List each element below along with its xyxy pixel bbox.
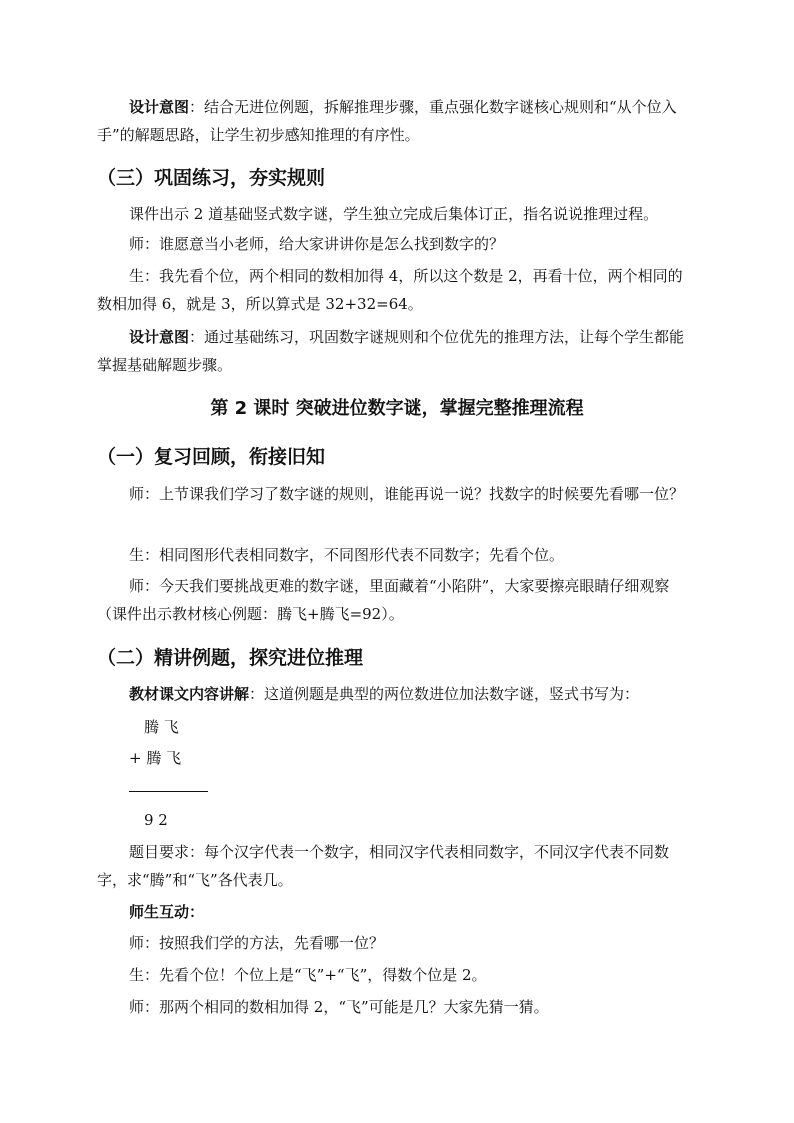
vertical-addend-1: 腾 飞: [144, 718, 179, 736]
paragraph-teacher-challenge: 师：今天我们要挑战更难的数字谜，里面藏着“小陷阱”，大家要擦亮眼睛仔细观察（课件出示教材核心例题：腾飞+腾飞=92）。: [97, 577, 670, 623]
paragraph-teacher-guess: 师：那两个相同的数相加得 2，“飞”可能是几？大家先猜一猜。: [129, 998, 549, 1016]
design-intent-paragraph-2: [97, 323, 697, 379]
vertical-sum-rule: [129, 791, 208, 792]
vertical-addend-2: + 腾 飞: [129, 749, 182, 767]
vertical-result: 9 2: [144, 811, 168, 829]
paragraph-textbook-explanation: [97, 680, 697, 708]
paragraph-problem-requirement: 题目要求：每个汉字代表一个数字，相同汉字代表相同数字，不同汉字代表不同数字，求“腾”和“飞”各代表几。: [97, 843, 670, 889]
section-heading-example: （二）精讲例题，探究进位推理: [97, 647, 364, 669]
paragraph-courseware: 课件出示 2 道基础竖式数字谜，学生独立完成后集体订正，指名说说推理过程。: [129, 205, 659, 223]
section-heading-review: （一）复习回顾，衔接旧知: [97, 446, 326, 468]
lesson-2-title: 第 2 课时 突破进位数字谜，掌握完整推理流程: [210, 398, 584, 419]
section-heading-consolidate: （三）巩固练习，夯实规则: [97, 167, 326, 189]
paragraph-student-ones-digit: 生：先看个位！个位上是“飞”+“飞”，得数个位是 2。: [129, 966, 487, 984]
paragraph-teacher-question: 师：谁愿意当小老师，给大家讲讲你是怎么找到数字的？: [129, 235, 505, 253]
design-intent-text: ：通过基础练习，巩固数字谜规则和个位优先的推理方法，让每个学生都能掌握基础解题步骤。: [97, 328, 685, 374]
design-intent-paragraph-1: [97, 93, 697, 149]
textbook-explanation-label: 教材课文内容讲解: [129, 685, 250, 703]
interaction-label: 师生互动：: [129, 903, 205, 921]
design-intent-text: ：结合无进位例题，拆解推理步骤，重点强化数字谜核心规则和“从个位入手”的解题思路，让学生初步感知推理的有序性。: [97, 98, 677, 144]
paragraph-student-answer: 生：我先看个位，两个相同的数相加得 4，所以这个数是 2，再看十位，两个相同的数相加得 6，就是 3，所以算式是 32+32=64。: [97, 267, 683, 313]
paragraph-student-review: 生：相同图形代表相同数字，不同图形代表不同数字；先看个位。: [129, 546, 565, 564]
design-intent-label: 设计意图: [129, 328, 190, 346]
paragraph-teacher-review: 师：上节课我们学习了数字谜的规则，谁能再说一说？找数字的时候要先看哪一位？: [129, 485, 685, 503]
textbook-explanation-text: ：这道例题是典型的两位数进位加法数字谜，竖式书写为：: [249, 685, 640, 703]
paragraph-teacher-which-digit: 师：按照我们学的方法，先看哪一位？: [129, 934, 385, 952]
design-intent-label: 设计意图: [129, 98, 190, 116]
